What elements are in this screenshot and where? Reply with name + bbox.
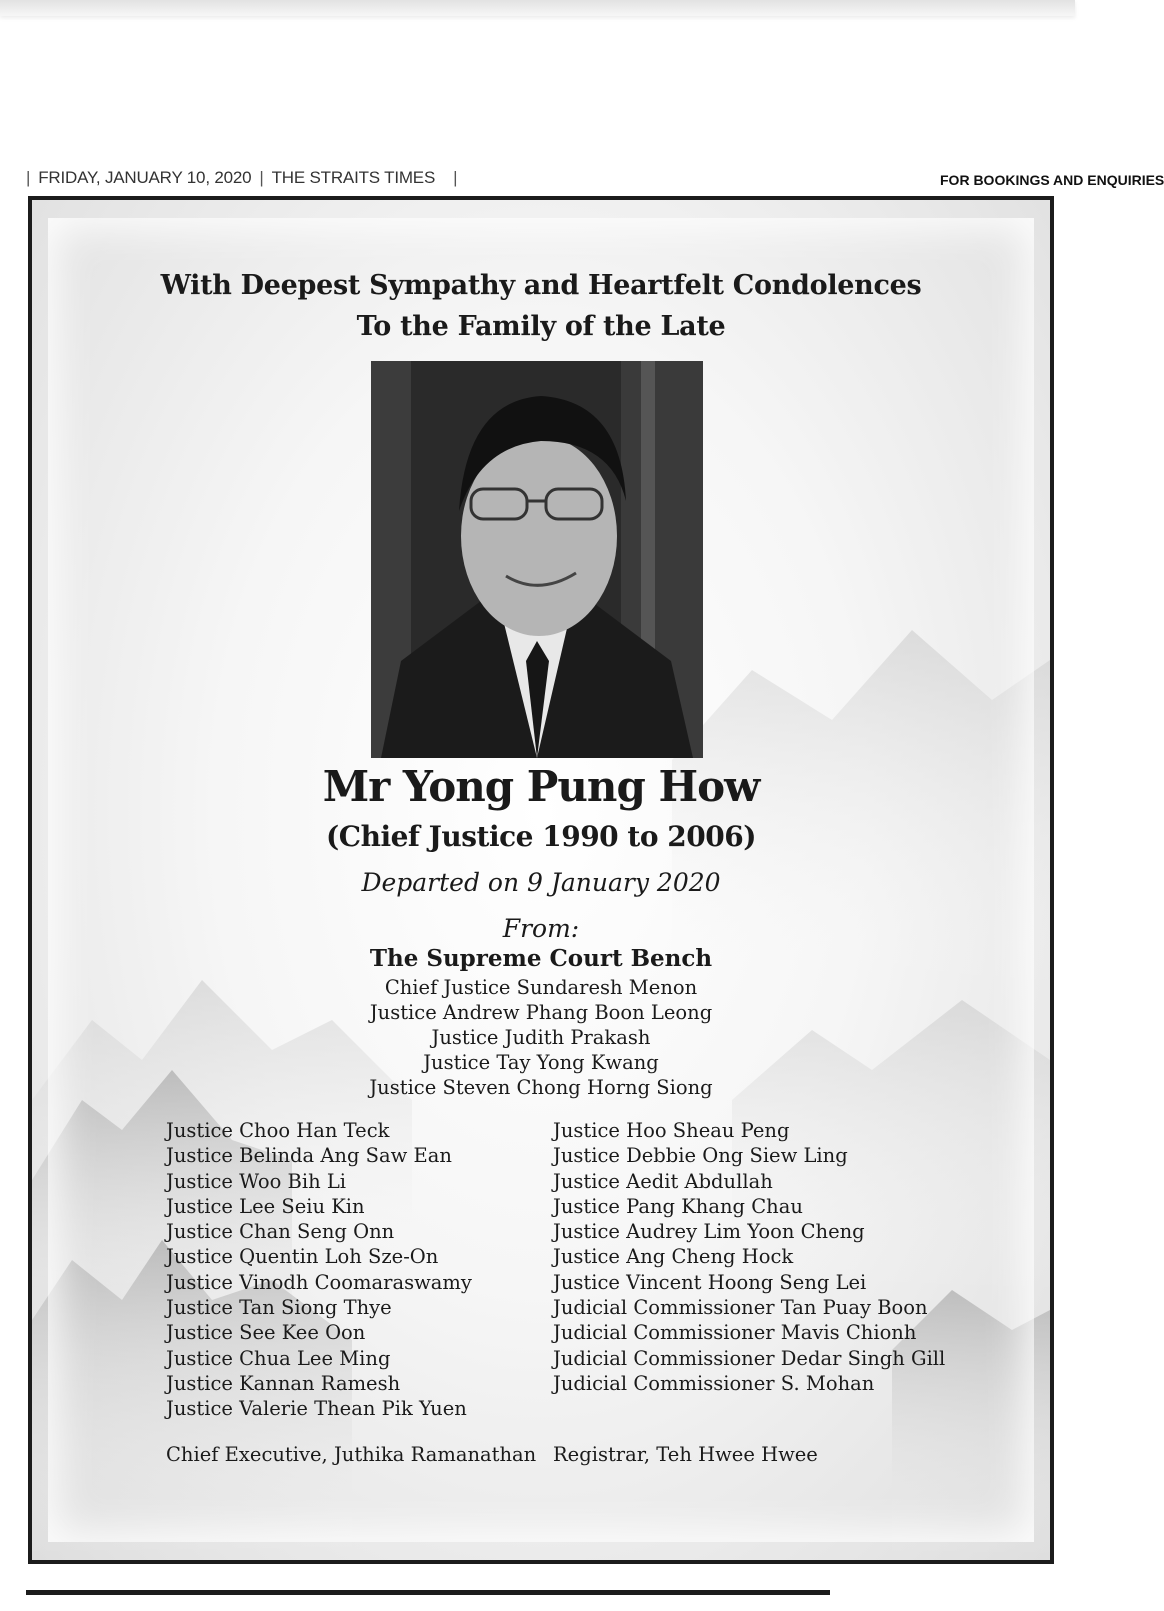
list-item: Justice Andrew Phang Boon Leong xyxy=(369,1001,713,1024)
list-item: Justice Tay Yong Kwang xyxy=(423,1051,659,1074)
list-item: Justice Ang Cheng Hock xyxy=(553,1245,794,1269)
list-item: Justice Aedit Abdullah xyxy=(553,1169,773,1193)
deceased-name: Mr Yong Pung How xyxy=(322,762,760,811)
condolence-subheading: To the Family of the Late xyxy=(356,311,726,342)
issue-date: FRIDAY, JANUARY 10, 2020 xyxy=(38,168,252,187)
senior-judges-list xyxy=(32,975,1050,1100)
list-item: Justice Kannan Ramesh xyxy=(166,1371,401,1395)
list-item: Justice Judith Prakash xyxy=(431,1026,651,1049)
bench-title: The Supreme Court Bench xyxy=(369,945,713,972)
list-item: Judicial Commissioner S. Mohan xyxy=(553,1371,875,1395)
judges-left-column xyxy=(166,1118,472,1422)
registrar: Registrar, Teh Hwee Hwee xyxy=(553,1443,818,1466)
portrait-photo xyxy=(371,361,703,758)
list-item: Justice Lee Seiu Kin xyxy=(166,1194,365,1218)
list-item: Chief Justice Sundaresh Menon xyxy=(384,976,698,999)
bottom-divider xyxy=(26,1590,830,1595)
list-item: Justice Vinodh Coomaraswamy xyxy=(166,1270,472,1294)
list-item: Justice Woo Bih Li xyxy=(166,1169,347,1193)
list-item: Justice Chua Lee Ming xyxy=(166,1346,391,1370)
list-item: Judicial Commissioner Mavis Chionh xyxy=(553,1321,917,1345)
list-item: Justice Audrey Lim Yoon Cheng xyxy=(553,1220,865,1244)
list-item: Justice Hoo Sheau Peng xyxy=(553,1119,790,1142)
newspaper-name: THE STRAITS TIMES xyxy=(271,168,436,187)
browser-top-bar xyxy=(0,0,1075,16)
dateline: | FRIDAY, JANUARY 10, 2020 | THE STRAITS TIMES | xyxy=(26,168,458,187)
condolence-heading: With Deepest Sympathy and Heartfelt Condolences xyxy=(160,270,922,301)
list-item: Justice See Kee Oon xyxy=(166,1321,366,1345)
list-item: Judicial Commissioner Tan Puay Boon xyxy=(553,1296,928,1320)
departed-date: Departed on 9 January 2020 xyxy=(361,868,721,897)
list-item: Judicial Commissioner Dedar Singh Gill xyxy=(553,1346,946,1370)
list-item: Justice Choo Han Teck xyxy=(166,1119,390,1142)
list-item: Justice Chan Seng Onn xyxy=(166,1220,395,1244)
list-item: Justice Quentin Loh Sze-On xyxy=(166,1245,439,1269)
deceased-role: (Chief Justice 1990 to 2006) xyxy=(326,820,756,853)
chief-executive: Chief Executive, Juthika Ramanathan xyxy=(166,1443,537,1466)
list-item: Justice Steven Chong Horng Siong xyxy=(369,1076,713,1099)
list-item: Justice Pang Khang Chau xyxy=(553,1194,803,1218)
judges-right-column xyxy=(553,1118,945,1396)
condolence-advertisement xyxy=(28,196,1054,1564)
list-item: Justice Valerie Thean Pik Yuen xyxy=(166,1397,467,1421)
from-label: From: xyxy=(502,914,580,943)
list-item: Justice Vincent Hoong Seng Lei xyxy=(553,1270,867,1294)
bookings-header: FOR BOOKINGS AND ENQUIRIES xyxy=(940,172,1164,188)
list-item: Justice Debbie Ong Siew Ling xyxy=(553,1144,848,1168)
list-item: Justice Belinda Ang Saw Ean xyxy=(166,1144,452,1168)
list-item: Justice Tan Siong Thye xyxy=(166,1296,392,1320)
